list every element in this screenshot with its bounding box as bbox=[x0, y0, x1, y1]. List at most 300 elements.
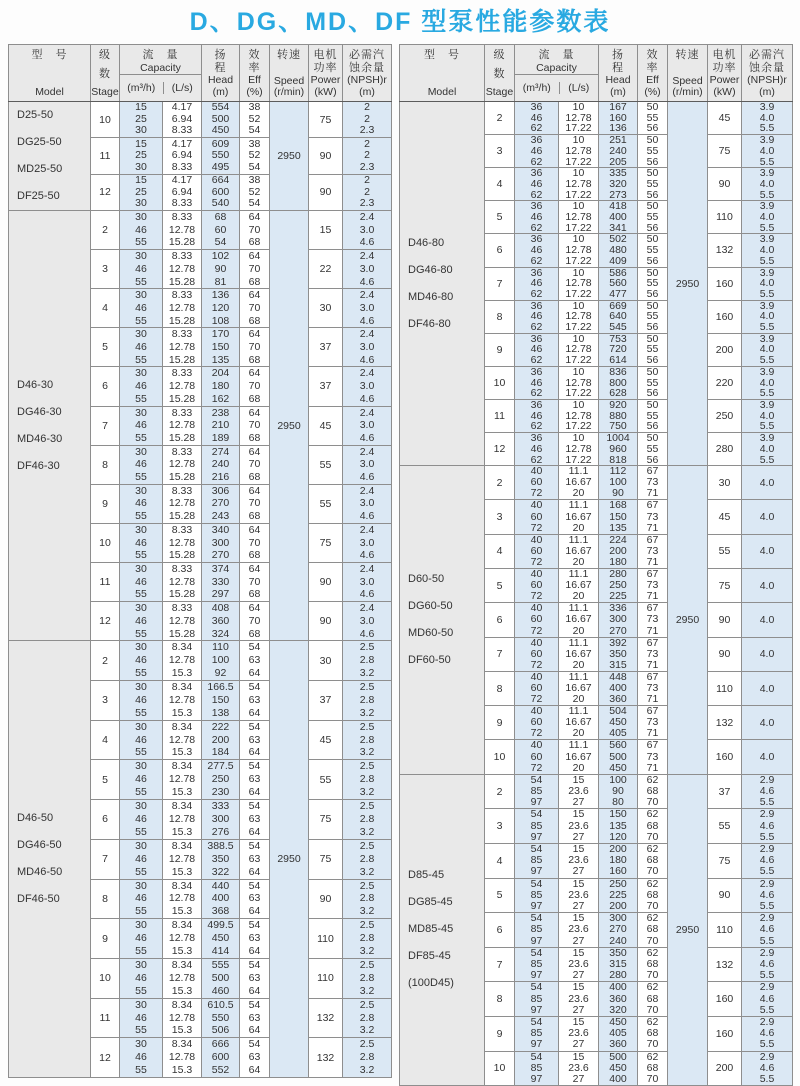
power-cell: 45 bbox=[708, 500, 742, 534]
head-cell bbox=[599, 637, 638, 671]
eff-cell-line: 64 bbox=[248, 1024, 261, 1037]
head-cell-line: 92 bbox=[214, 667, 227, 680]
npsh-cell bbox=[343, 680, 392, 720]
head-cell-line: 753 bbox=[609, 332, 627, 345]
eff-cell-line: 70 bbox=[248, 458, 261, 471]
eff-cell-line: 62 bbox=[646, 842, 659, 855]
npsh-cell-line: 2.8 bbox=[359, 773, 375, 786]
power-cell: 110 bbox=[309, 919, 343, 959]
power-cell: 30 bbox=[708, 466, 742, 500]
eff-cell bbox=[240, 998, 270, 1038]
capacity-ls-cell-line: 23.6 bbox=[568, 923, 589, 936]
npsh-cell-line: 2.8 bbox=[359, 654, 375, 667]
npsh-cell bbox=[742, 333, 793, 366]
stage-cell: 12 bbox=[91, 174, 120, 210]
eff-cell-line: 73 bbox=[646, 716, 659, 729]
eff-cell bbox=[240, 138, 270, 174]
npsh-cell-line: 4.6 bbox=[759, 1027, 775, 1040]
model-name: D46-30 bbox=[17, 378, 54, 391]
npsh-cell bbox=[343, 211, 392, 250]
npsh-cell: 4.0 bbox=[742, 706, 793, 740]
head-cell-line: 100 bbox=[609, 773, 627, 786]
capacity-ls-cell-line: 15 bbox=[572, 1050, 585, 1063]
head-cell-line: 545 bbox=[609, 321, 627, 334]
eff-cell-line: 68 bbox=[646, 1061, 659, 1074]
capacity-ls-cell-line: 12.78 bbox=[565, 343, 592, 356]
head-cell-line: 90 bbox=[214, 262, 227, 275]
eff-cell-line: 68 bbox=[646, 923, 659, 936]
head-cell bbox=[599, 333, 638, 366]
npsh-cell-line: 2.3 bbox=[359, 197, 375, 210]
capacity-m3h-cell bbox=[515, 774, 559, 809]
eff-cell-line: 56 bbox=[646, 254, 659, 267]
npsh-cell-line: 2.4 bbox=[359, 562, 375, 575]
npsh-cell-line: 2.8 bbox=[359, 812, 375, 825]
capacity-ls-cell-line: 20 bbox=[572, 487, 585, 500]
eff-cell bbox=[240, 958, 270, 998]
head-cell-line: 500 bbox=[211, 112, 230, 125]
stage-cell: 4 bbox=[91, 289, 120, 328]
npsh-cell-line: 2 bbox=[364, 137, 370, 150]
head-cell-line: 400 bbox=[609, 681, 627, 694]
capacity-m3h-cell-line: 46 bbox=[135, 341, 147, 354]
eff-cell-line: 54 bbox=[248, 160, 261, 173]
npsh-cell bbox=[343, 720, 392, 760]
npsh-cell bbox=[742, 399, 793, 432]
capacity-m3h-cell-line: 30 bbox=[135, 562, 147, 575]
capacity-m3h-cell bbox=[515, 1051, 559, 1086]
stage-cell: 4 bbox=[485, 534, 515, 568]
capacity-ls-cell-line: 17.22 bbox=[565, 188, 592, 201]
head-cell-line: 108 bbox=[211, 314, 230, 327]
capacity-m3h-cell-line: 36 bbox=[530, 332, 543, 345]
capacity-ls-cell-line: 6.94 bbox=[171, 185, 193, 198]
eff-cell-line: 64 bbox=[248, 289, 261, 302]
eff-cell bbox=[638, 433, 668, 466]
capacity-ls-cell bbox=[559, 333, 599, 366]
capacity-m3h-cell bbox=[515, 433, 559, 466]
capacity-ls-cell bbox=[559, 1017, 599, 1052]
eff-cell-line: 56 bbox=[646, 420, 659, 433]
capacity-m3h-cell-line: 55 bbox=[135, 945, 147, 958]
capacity-m3h-cell-line: 55 bbox=[135, 865, 147, 878]
eff-cell-line: 64 bbox=[248, 786, 261, 799]
npsh-cell bbox=[343, 879, 392, 919]
capacity-m3h-cell-line: 62 bbox=[530, 254, 543, 267]
capacity-ls-cell-line: 15 bbox=[572, 981, 585, 994]
capacity-ls-cell bbox=[559, 982, 599, 1017]
head-cell-line: 90 bbox=[612, 487, 624, 500]
npsh-cell-line: 2.9 bbox=[759, 808, 775, 821]
npsh-cell bbox=[742, 843, 793, 878]
stage-row bbox=[400, 466, 793, 500]
capacity-m3h-cell-line: 54 bbox=[530, 773, 543, 786]
capacity-ls-cell bbox=[559, 267, 599, 300]
head-cell-line: 184 bbox=[211, 746, 230, 759]
head-cell-line: 90 bbox=[612, 784, 624, 797]
capacity-ls-cell bbox=[559, 843, 599, 878]
npsh-cell-line: 4.0 bbox=[759, 343, 775, 356]
power-cell: 250 bbox=[708, 399, 742, 432]
npsh-cell-line: 3.0 bbox=[359, 458, 375, 471]
head-cell-line: 560 bbox=[609, 739, 627, 752]
eff-cell-line: 68 bbox=[646, 992, 659, 1005]
stage-cell: 7 bbox=[485, 947, 515, 982]
eff-cell-line: 62 bbox=[646, 808, 659, 821]
eff-cell-line: 68 bbox=[248, 549, 261, 562]
eff-cell-line: 64 bbox=[248, 865, 261, 878]
power-cell: 75 bbox=[708, 135, 742, 168]
eff-cell-line: 54 bbox=[248, 197, 261, 210]
capacity-m3h-cell-line: 62 bbox=[530, 155, 543, 168]
capacity-ls-cell-line: 15 bbox=[572, 877, 585, 890]
capacity-ls-cell-line: 15.3 bbox=[171, 786, 193, 799]
eff-cell bbox=[638, 534, 668, 568]
npsh-cell-line: 3.2 bbox=[359, 667, 375, 680]
npsh-cell-line: 4.6 bbox=[359, 392, 375, 405]
eff-cell-line: 70 bbox=[248, 341, 261, 354]
stage-cell: 8 bbox=[91, 445, 120, 484]
npsh-cell: 4.0 bbox=[742, 500, 793, 534]
capacity-ls-cell bbox=[559, 399, 599, 432]
npsh-cell bbox=[343, 760, 392, 800]
eff-cell bbox=[638, 671, 668, 705]
head-cell-line: 306 bbox=[211, 484, 230, 497]
capacity-m3h-cell-line: 55 bbox=[135, 627, 147, 640]
capacity-ls-cell-line: 6.94 bbox=[171, 149, 193, 162]
stage-cell: 9 bbox=[91, 919, 120, 959]
col-header-capacity: 流 量 Capacity (m³/h) (L/s) bbox=[515, 45, 599, 102]
col-header-power: 电机 功率 Power (kW) bbox=[708, 45, 742, 102]
eff-cell-line: 55 bbox=[646, 211, 659, 224]
capacity-m3h-cell-line: 55 bbox=[135, 236, 147, 249]
eff-cell bbox=[638, 267, 668, 300]
capacity-ls-cell-line: 15.28 bbox=[168, 392, 196, 405]
capacity-m3h-cell-line: 36 bbox=[530, 432, 543, 445]
eff-cell-line: 63 bbox=[248, 773, 261, 786]
npsh-cell bbox=[742, 135, 793, 168]
head-cell-line: 392 bbox=[609, 636, 627, 649]
npsh-cell: 4.0 bbox=[742, 466, 793, 500]
power-cell: 132 bbox=[708, 234, 742, 267]
capacity-m3h-cell-line: 46 bbox=[135, 1051, 147, 1064]
eff-cell-line: 71 bbox=[646, 521, 659, 534]
capacity-m3h-cell bbox=[120, 445, 163, 484]
head-cell bbox=[599, 740, 638, 774]
capacity-m3h-cell-line: 55 bbox=[135, 984, 147, 997]
capacity-m3h-cell-line: 85 bbox=[530, 1027, 543, 1040]
model-name: DF25-50 bbox=[17, 190, 60, 202]
npsh-cell bbox=[343, 328, 392, 367]
capacity-m3h-cell-line: 46 bbox=[135, 575, 147, 588]
stage-cell: 5 bbox=[91, 328, 120, 367]
npsh-cell-line: 5.5 bbox=[759, 796, 775, 809]
npsh-cell bbox=[742, 300, 793, 333]
eff-cell-line: 54 bbox=[248, 680, 261, 693]
head-cell-line: 400 bbox=[609, 981, 627, 994]
eff-cell-line: 52 bbox=[248, 112, 261, 125]
stage-cell: 11 bbox=[485, 399, 515, 432]
capacity-m3h-cell-line: 62 bbox=[530, 420, 543, 433]
head-cell-line: 555 bbox=[211, 958, 230, 971]
power-cell: 55 bbox=[309, 760, 343, 800]
eff-cell-line: 64 bbox=[248, 562, 261, 575]
stage-cell: 5 bbox=[485, 201, 515, 234]
head-cell-line: 60 bbox=[214, 223, 227, 236]
col-header-model: 型 号 Model bbox=[400, 45, 485, 102]
eff-cell bbox=[638, 300, 668, 333]
eff-cell bbox=[638, 603, 668, 637]
npsh-cell bbox=[742, 1017, 793, 1052]
npsh-cell-line: 5.5 bbox=[759, 899, 775, 912]
head-cell-line: 350 bbox=[609, 647, 627, 660]
head-cell-line: 240 bbox=[609, 144, 627, 157]
eff-cell-line: 68 bbox=[646, 888, 659, 901]
capacity-ls-cell-line: 15.3 bbox=[171, 706, 193, 719]
power-cell: 160 bbox=[708, 1017, 742, 1052]
npsh-cell-line: 3.2 bbox=[359, 905, 375, 918]
capacity-m3h-cell bbox=[515, 878, 559, 913]
capacity-ls-cell bbox=[559, 168, 599, 201]
npsh-cell-line: 5.5 bbox=[759, 453, 775, 466]
capacity-ls-cell-line: 8.34 bbox=[171, 641, 193, 654]
capacity-m3h-cell-line: 36 bbox=[530, 299, 543, 312]
npsh-cell bbox=[343, 367, 392, 406]
capacity-ls-cell-line: 23.6 bbox=[568, 854, 589, 867]
table-body-left bbox=[9, 102, 392, 1078]
capacity-ls-cell-line: 11.1 bbox=[568, 670, 589, 683]
capacity-ls-cell-line: 8.33 bbox=[171, 250, 193, 263]
capacity-m3h-cell-line: 55 bbox=[135, 905, 147, 918]
power-cell: 37 bbox=[708, 774, 742, 809]
eff-cell-line: 54 bbox=[248, 958, 261, 971]
npsh-cell-line: 5.5 bbox=[759, 254, 775, 267]
stage-cell: 6 bbox=[91, 367, 120, 406]
capacity-ls-cell bbox=[163, 720, 202, 760]
eff-cell-line: 67 bbox=[646, 465, 659, 478]
capacity-m3h-cell-line: 55 bbox=[135, 471, 147, 484]
capacity-m3h-cell-line: 97 bbox=[530, 1038, 543, 1051]
eff-cell bbox=[638, 637, 668, 671]
capacity-ls-cell-line: 20 bbox=[572, 521, 585, 534]
col-header-stage: 级 数 Stage bbox=[91, 45, 120, 102]
head-cell bbox=[599, 366, 638, 399]
head-cell-line: 333 bbox=[211, 800, 230, 813]
eff-cell-line: 64 bbox=[248, 445, 261, 458]
npsh-cell-line: 4.0 bbox=[759, 177, 775, 190]
head-cell-line: 418 bbox=[609, 200, 627, 213]
capacity-m3h-cell-line: 62 bbox=[530, 321, 543, 334]
eff-cell-line: 71 bbox=[646, 658, 659, 671]
eff-cell-line: 55 bbox=[646, 111, 659, 124]
eff-cell bbox=[240, 367, 270, 406]
capacity-ls-cell-line: 12.78 bbox=[168, 932, 196, 945]
npsh-cell-line: 3.2 bbox=[359, 1064, 375, 1077]
speed-cell: 2950 bbox=[270, 102, 309, 211]
npsh-cell-line: 3.9 bbox=[759, 134, 775, 147]
head-cell-line: 440 bbox=[211, 879, 230, 892]
capacity-ls-cell-line: 10 bbox=[572, 200, 585, 213]
stage-cell: 10 bbox=[485, 1051, 515, 1086]
capacity-m3h-cell-line: 40 bbox=[530, 568, 543, 581]
model-name: DF60-50 bbox=[408, 653, 451, 666]
capacity-m3h-cell bbox=[120, 879, 163, 919]
eff-cell-line: 52 bbox=[248, 185, 261, 198]
capacity-m3h-cell-line: 62 bbox=[530, 221, 543, 234]
npsh-cell-line: 2.8 bbox=[359, 892, 375, 905]
capacity-ls-cell-line: 27 bbox=[572, 1073, 585, 1086]
capacity-ls-cell bbox=[163, 800, 202, 840]
capacity-m3h-cell-line: 46 bbox=[135, 301, 147, 314]
npsh-cell-line: 3.9 bbox=[759, 398, 775, 411]
capacity-ls-cell-line: 23.6 bbox=[568, 1061, 589, 1074]
capacity-m3h-cell-line: 30 bbox=[135, 879, 147, 892]
capacity-ls-cell-line: 16.67 bbox=[565, 681, 592, 694]
capacity-ls-cell-line: 8.33 bbox=[171, 484, 193, 497]
eff-cell bbox=[240, 839, 270, 879]
head-cell-line: 609 bbox=[211, 137, 230, 150]
col-header-model: 型 号 Model bbox=[9, 45, 91, 102]
eff-cell-line: 55 bbox=[646, 277, 659, 290]
head-cell-line: 189 bbox=[211, 431, 230, 444]
eff-cell-line: 70 bbox=[248, 419, 261, 432]
head-cell-line: 120 bbox=[211, 301, 230, 314]
capacity-m3h-cell-line: 46 bbox=[135, 536, 147, 549]
eff-cell-line: 64 bbox=[248, 484, 261, 497]
speed-cell: 2950 bbox=[668, 466, 708, 775]
eff-cell-line: 55 bbox=[646, 144, 659, 157]
head-cell-line: 54 bbox=[214, 236, 227, 249]
stage-cell: 5 bbox=[485, 569, 515, 603]
capacity-m3h-cell bbox=[515, 534, 559, 568]
head-cell-line: 499.5 bbox=[207, 919, 234, 932]
eff-cell-line: 63 bbox=[248, 654, 261, 667]
eff-cell bbox=[638, 878, 668, 913]
eff-cell-line: 56 bbox=[646, 287, 659, 300]
stage-cell: 12 bbox=[485, 433, 515, 466]
eff-cell-line: 64 bbox=[248, 406, 261, 419]
eff-cell-line: 67 bbox=[646, 670, 659, 683]
capacity-m3h-cell bbox=[515, 569, 559, 603]
head-cell bbox=[202, 602, 240, 641]
capacity-ls-cell-line: 11.1 bbox=[568, 739, 589, 752]
capacity-ls-cell-line: 8.33 bbox=[171, 406, 193, 419]
capacity-m3h-cell bbox=[515, 168, 559, 201]
head-cell bbox=[599, 466, 638, 500]
capacity-ls-cell-line: 12.78 bbox=[565, 144, 592, 157]
head-cell-line: 502 bbox=[609, 233, 627, 246]
capacity-ls-cell-line: 20 bbox=[572, 693, 585, 706]
model-name: D85-45 bbox=[408, 869, 445, 882]
power-cell: 37 bbox=[309, 680, 343, 720]
capacity-m3h-cell-line: 40 bbox=[530, 602, 543, 615]
capacity-m3h-cell-line: 62 bbox=[530, 122, 543, 135]
npsh-cell bbox=[343, 138, 392, 174]
head-cell-line: 250 bbox=[211, 773, 230, 786]
head-cell-line: 150 bbox=[609, 808, 627, 821]
eff-cell-line: 55 bbox=[646, 244, 659, 257]
npsh-cell-line: 4.6 bbox=[359, 314, 375, 327]
head-cell-line: 280 bbox=[609, 568, 627, 581]
stage-cell: 2 bbox=[485, 466, 515, 500]
capacity-ls-cell bbox=[559, 878, 599, 913]
capacity-m3h-cell bbox=[515, 603, 559, 637]
capacity-ls-cell-line: 17.22 bbox=[565, 453, 592, 466]
model-name: MD46-80 bbox=[408, 290, 454, 303]
npsh-cell-line: 5.5 bbox=[759, 1073, 775, 1086]
capacity-ls-cell-line: 17.22 bbox=[565, 287, 592, 300]
power-cell: 110 bbox=[708, 913, 742, 948]
capacity-ls-cell-line: 11.1 bbox=[568, 533, 589, 546]
head-cell-line: 167 bbox=[609, 101, 627, 113]
npsh-cell bbox=[742, 366, 793, 399]
capacity-m3h-cell-line: 54 bbox=[530, 981, 543, 994]
npsh-cell-line: 2.5 bbox=[359, 919, 375, 932]
eff-cell-line: 50 bbox=[646, 365, 659, 378]
capacity-ls-cell-line: 10 bbox=[572, 134, 585, 147]
capacity-m3h-cell-line: 40 bbox=[530, 739, 543, 752]
capacity-ls-cell-line: 20 bbox=[572, 555, 585, 568]
capacity-ls-cell-line: 8.34 bbox=[171, 919, 193, 932]
capacity-m3h-cell-line: 30 bbox=[135, 998, 147, 1011]
eff-cell-line: 56 bbox=[646, 122, 659, 135]
npsh-cell-line: 5.5 bbox=[759, 122, 775, 135]
capacity-ls-cell-line: 15 bbox=[572, 912, 585, 925]
capacity-ls-cell-line: 12.78 bbox=[168, 614, 196, 627]
head-cell bbox=[202, 919, 240, 959]
capacity-ls-cell-line: 15.3 bbox=[171, 984, 193, 997]
npsh-cell-line: 2.5 bbox=[359, 879, 375, 892]
eff-cell-line: 56 bbox=[646, 453, 659, 466]
model-name: MD60-50 bbox=[408, 626, 454, 639]
eff-cell-line: 62 bbox=[646, 946, 659, 959]
eff-cell-line: 56 bbox=[646, 354, 659, 367]
npsh-cell bbox=[742, 201, 793, 234]
capacity-m3h-cell bbox=[120, 328, 163, 367]
capacity-ls-cell-line: 8.33 bbox=[171, 523, 193, 536]
capacity-ls-cell-line: 10 bbox=[572, 266, 585, 279]
head-cell bbox=[599, 433, 638, 466]
eff-cell-line: 63 bbox=[248, 693, 261, 706]
npsh-cell-line: 4.6 bbox=[759, 854, 775, 867]
eff-cell-line: 55 bbox=[646, 177, 659, 190]
eff-cell-line: 67 bbox=[646, 602, 659, 615]
head-cell-line: 920 bbox=[609, 398, 627, 411]
capacity-m3h-cell-line: 30 bbox=[135, 328, 147, 341]
capacity-m3h-cell bbox=[515, 500, 559, 534]
capacity-ls-cell-line: 23.6 bbox=[568, 992, 589, 1005]
capacity-m3h-cell-line: 40 bbox=[530, 705, 543, 718]
capacity-m3h-cell-line: 30 bbox=[135, 839, 147, 852]
npsh-cell-line: 2.5 bbox=[359, 720, 375, 733]
power-cell: 90 bbox=[708, 878, 742, 913]
eff-cell-line: 68 bbox=[248, 314, 261, 327]
capacity-ls-cell-line: 12.78 bbox=[565, 376, 592, 389]
eff-cell-line: 50 bbox=[646, 266, 659, 279]
head-cell-line: 610.5 bbox=[207, 998, 234, 1011]
npsh-cell bbox=[343, 641, 392, 681]
page-title: D、DG、MD、DF 型泵性能参数表 bbox=[189, 8, 611, 36]
head-cell-line: 320 bbox=[609, 177, 627, 190]
model-name: MD46-50 bbox=[17, 866, 63, 879]
col-header-npsh: 必需汽 蚀余量 (NPSH)r (m) bbox=[742, 45, 793, 102]
npsh-cell bbox=[343, 1038, 392, 1078]
capacity-ls-cell-line: 11.1 bbox=[568, 568, 589, 581]
power-cell: 132 bbox=[309, 998, 343, 1038]
eff-cell-line: 63 bbox=[248, 971, 261, 984]
stage-cell: 9 bbox=[485, 1017, 515, 1052]
capacity-ls-cell-line: 12.78 bbox=[168, 301, 196, 314]
